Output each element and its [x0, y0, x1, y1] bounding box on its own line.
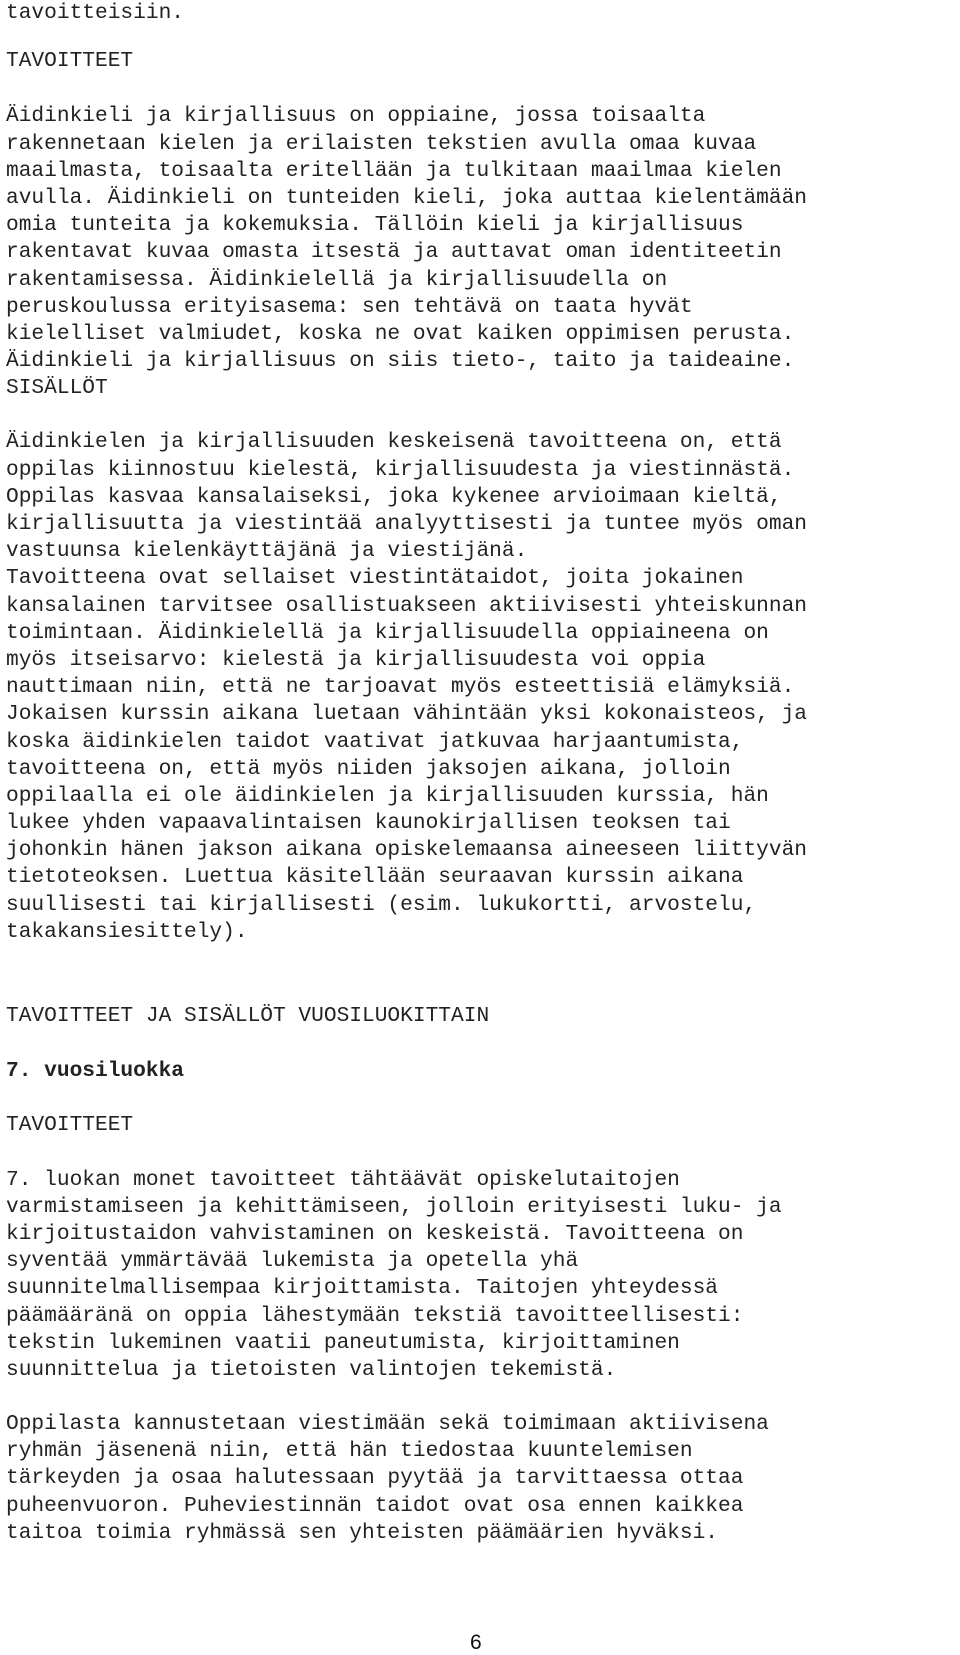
text-line: kansalainen tarvitsee osallistuakseen aktiivisesti yhteiskunnan	[6, 593, 808, 618]
text-line: toimintaan. Äidinkielellä ja kirjallisuudella oppiaineena on	[6, 620, 769, 645]
text-line: suunnitelmallisempaa kirjoittamista. Taitojen yhteydessä	[6, 1276, 719, 1301]
text-line: johonkin hänen jakson aikana opiskelemaansa aineeseen liittyvän	[6, 838, 808, 863]
text-line: Tavoitteena ovat sellaiset viestintätaidot, joita jokainen	[6, 566, 744, 591]
text-line: koska äidinkielen taidot vaativat jatkuvaa harjaantumista,	[6, 729, 744, 754]
text-line: tavoitteisiin.	[6, 1, 185, 25]
text-line: Äidinkielen ja kirjallisuuden keskeisenä tavoitteena on, että	[6, 430, 782, 455]
text-line: tärkeyden ja osaa halutessaan pyytää ja tarvittaessa ottaa	[6, 1466, 744, 1491]
text-line: oppilas kiinnostuu kielestä, kirjallisuudesta ja viestinnästä.	[6, 457, 795, 482]
text-line: Äidinkieli ja kirjallisuus on oppiaine, jossa toisaalta	[6, 104, 706, 129]
grade-7-paragraph-1	[6, 1167, 956, 1385]
text-line: Äidinkieli ja kirjallisuus on siis tieto-, taito ja taideaine.	[6, 349, 795, 374]
text-line: rakennetaan kielen ja erilaisten tekstien avulla omaa kuvaa	[6, 131, 757, 156]
spacer	[6, 946, 956, 1003]
text-line: tietoteoksen. Luettua käsitellään seuraavan kurssin aikana	[6, 865, 744, 890]
sub-heading-tavoitteet: TAVOITTEET	[6, 1113, 134, 1138]
text-line: kirjallisuutta ja viestintää analyyttisesti ja tuntee myös oman	[6, 512, 808, 536]
text-line: taitoa toimia ryhmässä sen yhteisten päämäärien hyväksi.	[6, 1520, 719, 1545]
grade-7-paragraph-2	[6, 1411, 956, 1547]
text-line: myös itseisarvo: kielestä ja kirjallisuudesta voi oppia	[6, 647, 706, 672]
document-page	[6, 0, 956, 1547]
grade-heading: 7. vuosiluokka	[6, 1059, 185, 1084]
spacer	[6, 1140, 956, 1167]
spacer	[6, 27, 956, 48]
text-line: suullisesti tai kirjallisesti (esim. lukukortti, arvostelu,	[6, 892, 757, 917]
section-heading-sisallot: SISÄLLÖT	[6, 376, 108, 401]
text-line: lukee yhden vapaavalintaisen kaunokirjallisen teoksen tai	[6, 811, 731, 836]
text-line: suunnittelua ja tietoisten valintojen tekemistä.	[6, 1357, 617, 1382]
text-line: Oppilasta kannustetaan viestimään sekä toimimaan aktiivisena	[6, 1412, 769, 1437]
tavoitteet-paragraph	[6, 103, 956, 375]
text-line: puheenvuoron. Puheviestinnän taidot ovat osa ennen kaikkea	[6, 1493, 744, 1518]
text-line: rakentamisessa. Äidinkielellä ja kirjallisuudella on	[6, 267, 668, 292]
spacer	[6, 402, 956, 429]
text-line: ryhmän jäsenenä niin, että hän tiedostaa kuuntelemisen	[6, 1439, 693, 1464]
text-line: takakansiesittely).	[6, 919, 248, 944]
text-line: maailmasta, toisaalta eritellään ja tulkitaan maailmaa kielen	[6, 158, 782, 183]
text-line: avulla. Äidinkieli on tunteiden kieli, joka auttaa kielentämään	[6, 185, 808, 210]
text-line: Oppilas kasvaa kansalaiseksi, joka kykenee arvioimaan kieltä,	[6, 484, 782, 509]
text-line: vastuunsa kielenkäyttäjänä ja viestijänä.	[6, 539, 528, 564]
spacer	[6, 1030, 956, 1058]
spacer	[6, 1085, 956, 1112]
text-line: oppilaalla ei ole äidinkielen ja kirjallisuuden kurssia, hän	[6, 783, 769, 808]
page-number: 6	[470, 1631, 482, 1654]
text-line: varmistamiseen ja kehittämiseen, jolloin erityisesti luku- ja	[6, 1194, 782, 1219]
text-line: tavoitteena on, että myös niiden jaksojen aikana, jolloin	[6, 756, 731, 781]
text-line: päämääränä on oppia lähestymään tekstiä tavoitteellisesti:	[6, 1303, 744, 1328]
text-line: rakentavat kuvaa omasta itsestä ja auttavat oman identiteetin	[6, 240, 782, 265]
text-line: 7. luokan monet tavoitteet tähtäävät opiskelutaitojen	[6, 1167, 680, 1192]
text-line: kielelliset valmiudet, koska ne ovat kaiken oppimisen perusta.	[6, 321, 795, 346]
lead-in-text	[6, 0, 956, 27]
text-line: omia tunteita ja kokemuksia. Tällöin kieli ja kirjallisuus	[6, 213, 744, 238]
text-line: tekstin lukeminen vaatii paneutumista, kirjoittaminen	[6, 1330, 680, 1355]
sisallot-paragraph	[6, 429, 956, 946]
text-line: nauttimaan niin, että ne tarjoavat myös esteettisiä elämyksiä.	[6, 675, 795, 700]
text-line: peruskoulussa erityisasema: sen tehtävä on taata hyvät	[6, 294, 693, 319]
spacer	[6, 75, 956, 103]
section-heading-vuosiluokittain: TAVOITTEET JA SISÄLLÖT VUOSILUOKITTAIN	[6, 1004, 490, 1028]
text-line: Jokaisen kurssin aikana luetaan vähintään yksi kokonaisteos, ja	[6, 702, 808, 727]
text-line: kirjoitustaidon vahvistaminen on keskeistä. Tavoitteena on	[6, 1221, 744, 1246]
text-line: syventää ymmärtävää lukemista ja opetella yhä	[6, 1249, 579, 1274]
section-heading-tavoitteet: TAVOITTEET	[6, 49, 134, 74]
spacer	[6, 1384, 956, 1411]
